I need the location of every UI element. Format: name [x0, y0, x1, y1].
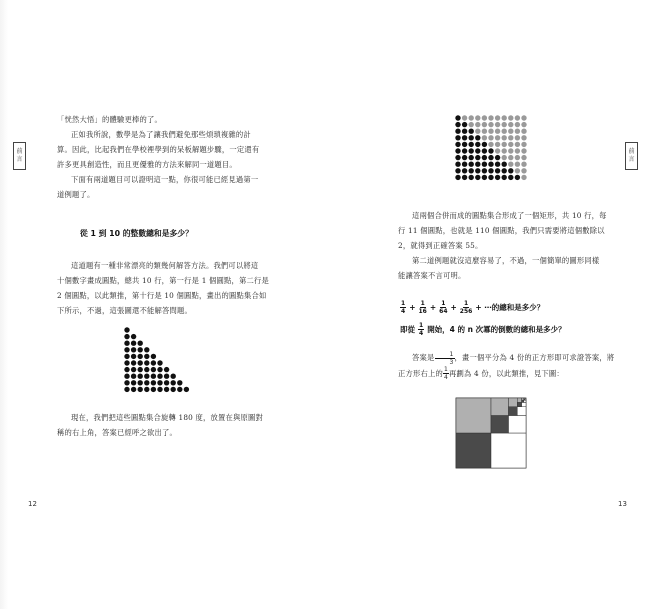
triangle-dot: [151, 354, 156, 359]
gray-dot: [488, 135, 493, 140]
black-dot: [455, 129, 460, 134]
triangle-dot-diagram: [124, 327, 204, 397]
gray-dot: [502, 155, 507, 160]
white-square: [525, 399, 526, 400]
nested-square-diagram: [456, 398, 528, 470]
restated-suffix: 開始，4 的 n 次冪的倒數的總和是多少？: [427, 325, 566, 334]
gray-dot: [475, 129, 480, 134]
black-dot: [455, 122, 460, 127]
triangle-dot: [151, 374, 156, 379]
gray-dot: [502, 129, 507, 134]
gray-dot: [508, 115, 513, 120]
triangle-dot: [131, 347, 136, 352]
triangle-dot: [171, 380, 176, 385]
gray-dot: [521, 168, 526, 173]
black-dot: [455, 115, 460, 120]
left-tab-char-1: 前: [16, 148, 23, 155]
left-line-5: 下面有兩道題目可以證明這一點，你很可能已經見過第一: [71, 175, 259, 184]
triangle-dot: [144, 360, 149, 365]
rectangle-dot-diagram: [455, 115, 535, 195]
gray-dot: [488, 122, 493, 127]
gray-dot: [495, 122, 500, 127]
gray-dot: [495, 115, 500, 120]
triangle-dot: [124, 380, 129, 385]
right-tab-char-1: 前: [628, 148, 635, 155]
black-dot: [475, 148, 480, 153]
gray-dot: [482, 129, 487, 134]
gray-dot: [508, 122, 513, 127]
left-rotate-line-2: 稱的右上角，答案已經呼之欲出了。: [57, 428, 177, 437]
gray-dot: [502, 122, 507, 127]
gray-dot: [515, 142, 520, 147]
gray-dot: [462, 115, 467, 120]
black-dot: [469, 155, 474, 160]
fraction-term-4: [460, 300, 473, 315]
gray-dot: [508, 148, 513, 153]
black-dot: [502, 168, 507, 173]
gray-dot: [521, 175, 526, 180]
black-dot: [488, 168, 493, 173]
answer-line-2-suffix: 再劃為 4 份，以此類推，見下圖：: [449, 368, 564, 378]
triangle-dot: [138, 380, 143, 385]
dark-square: [509, 407, 518, 416]
gray-dot: [475, 115, 480, 120]
triangle-dot: [124, 334, 129, 339]
gray-dot: [521, 115, 526, 120]
book-gutter-left: [0, 0, 8, 609]
black-dot: [488, 162, 493, 167]
dark-square: [456, 433, 491, 468]
gray-dot: [515, 148, 520, 153]
fraction-term-3: [439, 300, 447, 315]
black-dot: [475, 168, 480, 173]
gray-dot: [502, 148, 507, 153]
triangle-dot: [138, 367, 143, 372]
gray-dot: [502, 115, 507, 120]
black-dot: [482, 162, 487, 167]
answer-line-1-prefix: 答案是: [412, 353, 435, 362]
left-intro-text: [57, 112, 282, 202]
fraction-term-4-den: 256: [459, 308, 473, 315]
restated-fraction: [418, 322, 424, 337]
fraction-term-3-num: 1: [441, 300, 446, 307]
black-dot: [469, 162, 474, 167]
left-line-1: 「恍然大悟」的體驗更棒的了。: [57, 115, 162, 124]
triangle-dot: [177, 380, 182, 385]
answer-line-1: [398, 350, 628, 366]
answer-fraction-1-den: 3: [449, 358, 454, 366]
triangle-dot: [144, 374, 149, 379]
black-dot: [455, 135, 460, 140]
triangle-dot: [131, 360, 136, 365]
triangle-dot: [184, 387, 189, 392]
black-dot: [482, 155, 487, 160]
gray-dot: [482, 115, 487, 120]
left-heading: 從 1 到 10 的整數總和是多少？: [80, 229, 193, 238]
black-dot: [462, 135, 467, 140]
triangle-dot: [151, 360, 156, 365]
black-dot: [488, 155, 493, 160]
triangle-dot: [144, 367, 149, 372]
right-line-3: 2，就得到正確答案 55。: [398, 241, 483, 250]
black-dot: [488, 175, 493, 180]
black-dot: [482, 175, 487, 180]
gray-dot: [508, 129, 513, 134]
black-dot: [482, 142, 487, 147]
triangle-dot: [131, 387, 136, 392]
black-dot: [462, 129, 467, 134]
black-dot: [475, 142, 480, 147]
black-dot: [462, 148, 467, 153]
black-dot: [508, 175, 513, 180]
answer-fraction-1: [435, 351, 455, 366]
gray-dot: [515, 162, 520, 167]
black-dot: [462, 162, 467, 167]
triangle-dot: [138, 387, 143, 392]
gray-dot: [515, 155, 520, 160]
left-method-line-3: 2 個圓點，以此類推，第十行是 10 個圓點，畫出的圓點集合如: [57, 291, 267, 300]
triangle-dot: [164, 374, 169, 379]
triangle-dot: [124, 367, 129, 372]
gray-dot: [508, 135, 513, 140]
triangle-dot: [131, 354, 136, 359]
gray-dot: [475, 122, 480, 127]
left-rotate-text: [57, 410, 282, 440]
black-dot: [508, 168, 513, 173]
white-square: [509, 416, 527, 434]
gray-dot: [488, 115, 493, 120]
black-dot: [469, 142, 474, 147]
triangle-dot: [138, 360, 143, 365]
triangle-dot: [151, 387, 156, 392]
triangle-dot: [138, 354, 143, 359]
black-dot: [482, 148, 487, 153]
fraction-term-1-den: 4: [401, 308, 406, 315]
black-dot: [455, 148, 460, 153]
triangle-dot: [171, 374, 176, 379]
white-square: [522, 402, 526, 406]
triangle-dot: [124, 341, 129, 346]
gray-dot: [521, 148, 526, 153]
fraction-term-3-den: 64: [439, 308, 448, 315]
triangle-dot: [124, 354, 129, 359]
left-method-line-2: 十個數字畫成圓點，總共 10 行，第一行是 1 個圓點，第二行是: [57, 276, 270, 285]
black-dot: [495, 168, 500, 173]
black-dot: [495, 155, 500, 160]
black-dot: [475, 135, 480, 140]
gray-dot: [502, 142, 507, 147]
plus-sign-1: +: [409, 303, 416, 312]
triangle-dot: [164, 387, 169, 392]
restated-prefix: 即從: [400, 325, 415, 334]
white-square: [491, 433, 526, 468]
black-dot: [455, 175, 460, 180]
white-square: [524, 400, 526, 402]
gray-dot: [521, 155, 526, 160]
triangle-dot: [131, 341, 136, 346]
light-square: [522, 398, 524, 400]
left-side-tab: [13, 142, 26, 170]
series-restated: [400, 322, 566, 337]
triangle-dot: [157, 380, 162, 385]
black-dot: [488, 148, 493, 153]
fraction-term-2-num: 1: [420, 300, 425, 307]
white-square: [517, 407, 526, 416]
triangle-dot: [138, 341, 143, 346]
right-line-4: 第二道例題就沒這麼容易了，不過，一個簡單的圖形同樣: [412, 256, 600, 265]
dark-square: [517, 402, 521, 406]
black-dot: [475, 175, 480, 180]
black-dot: [469, 148, 474, 153]
triangle-dot: [157, 367, 162, 372]
black-dot: [462, 168, 467, 173]
black-dot: [455, 142, 460, 147]
black-dot: [469, 175, 474, 180]
triangle-dot: [138, 347, 143, 352]
black-dot: [469, 129, 474, 134]
left-tab-char-2: 言: [16, 156, 23, 163]
gray-dot: [502, 135, 507, 140]
plus-sign-3: +: [450, 303, 457, 312]
fraction-term-1-num: 1: [401, 300, 406, 307]
gray-dot: [508, 142, 513, 147]
triangle-dot: [171, 387, 176, 392]
restated-fraction-num: 1: [419, 322, 424, 329]
gray-dot: [521, 162, 526, 167]
triangle-dot: [131, 380, 136, 385]
left-rotate-line-1: 現在，我們把這些圓點集合旋轉 180 度，放置在與原圖對: [71, 413, 263, 422]
black-dot: [462, 142, 467, 147]
right-intro-text: [398, 208, 623, 283]
gray-dot: [515, 129, 520, 134]
gray-dot: [495, 129, 500, 134]
triangle-dot: [164, 367, 169, 372]
right-page-number: 13: [618, 500, 627, 508]
black-dot: [475, 162, 480, 167]
answer-fraction-2-den: 4: [443, 374, 449, 381]
answer-fraction-1-num: 1: [435, 351, 455, 359]
answer-text: [398, 350, 628, 381]
triangle-dot: [157, 387, 162, 392]
triangle-dot: [144, 380, 149, 385]
gray-dot: [515, 135, 520, 140]
black-dot: [455, 155, 460, 160]
gray-dot: [469, 122, 474, 127]
fraction-term-2-den: 16: [418, 308, 427, 315]
triangle-dot: [157, 374, 162, 379]
series-formula: [400, 300, 544, 315]
right-line-2: 行 11 個圓點，也就是 110 個圓點，我們只需要將這個數除以: [398, 226, 605, 235]
gray-dot: [521, 122, 526, 127]
answer-fraction-2-num: 1: [443, 366, 449, 373]
left-page-number: 12: [28, 500, 37, 508]
right-tab-char-2: 言: [628, 156, 635, 163]
left-method-text: [57, 258, 282, 318]
black-dot: [462, 155, 467, 160]
light-square: [509, 398, 518, 407]
gray-dot: [488, 142, 493, 147]
fraction-term-2: [418, 300, 426, 315]
left-method-line-1: 這道題有一種非常漂亮的類幾何解答方法。我們可以將這: [71, 261, 259, 270]
triangle-dot: [144, 387, 149, 392]
triangle-dot: [144, 354, 149, 359]
triangle-dot: [124, 347, 129, 352]
triangle-dot: [151, 380, 156, 385]
gray-dot: [521, 142, 526, 147]
black-dot: [495, 162, 500, 167]
right-side-tab: [625, 142, 638, 170]
series-suffix: + ⋯的總和是多少？: [475, 303, 545, 312]
black-dot: [475, 155, 480, 160]
black-dot: [462, 122, 467, 127]
triangle-dot: [124, 374, 129, 379]
black-dot: [502, 162, 507, 167]
black-dot: [455, 168, 460, 173]
black-dot: [502, 175, 507, 180]
left-line-2: 正如我所說，數學是為了讓我們避免那些煩瑣複雜的計: [71, 130, 251, 139]
dark-square: [491, 416, 509, 434]
gray-dot: [515, 115, 520, 120]
left-line-6: 道例題了。: [57, 190, 95, 199]
black-dot: [482, 168, 487, 173]
gray-dot: [508, 155, 513, 160]
gray-dot: [482, 122, 487, 127]
triangle-dot: [131, 334, 136, 339]
fraction-term-4-num: 1: [463, 300, 469, 307]
gray-dot: [521, 135, 526, 140]
gray-dot: [495, 148, 500, 153]
answer-line-2-prefix: 正方形右上的: [398, 368, 443, 378]
black-dot: [455, 162, 460, 167]
gray-dot: [495, 142, 500, 147]
triangle-dot: [131, 367, 136, 372]
left-line-3: 算。因此，比起我們在學校裡學到的呆板解題步驟，一定還有: [57, 145, 260, 154]
gray-dot: [515, 168, 520, 173]
triangle-dot: [124, 360, 129, 365]
gray-dot: [482, 135, 487, 140]
triangle-dot: [144, 347, 149, 352]
triangle-dot: [131, 374, 136, 379]
triangle-dot: [157, 360, 162, 365]
triangle-dot: [151, 367, 156, 372]
gray-dot: [521, 129, 526, 134]
answer-line-1-suffix: ，畫一個平分為 4 份的正方形即可求證答案，將: [454, 353, 615, 362]
light-square: [456, 398, 491, 433]
black-dot: [469, 135, 474, 140]
right-line-1: 這兩個合併而成的圓點集合形成了一個矩形，共 10 行，每: [412, 211, 607, 220]
right-line-5: 能讓答案不言可明。: [398, 271, 466, 280]
gray-dot: [495, 135, 500, 140]
black-dot: [495, 175, 500, 180]
gray-dot: [508, 162, 513, 167]
dark-square: [522, 400, 524, 402]
left-line-4: 許多更具創造性，而且更優雅的方法來解同一道題目。: [57, 160, 237, 169]
triangle-dot: [177, 387, 182, 392]
black-dot: [462, 175, 467, 180]
black-dot: [469, 168, 474, 173]
gray-dot: [469, 115, 474, 120]
plus-sign-2: +: [429, 303, 437, 312]
triangle-dot: [164, 380, 169, 385]
triangle-dot: [138, 374, 143, 379]
left-method-line-4: 下所示，不過，這張圖還不能解答問題。: [57, 306, 192, 315]
black-dot: [515, 175, 520, 180]
light-square: [491, 398, 509, 416]
gray-dot: [488, 129, 493, 134]
triangle-dot: [124, 387, 129, 392]
answer-line-2: [398, 366, 628, 382]
fraction-term-1: [400, 300, 406, 315]
triangle-dot: [124, 327, 129, 332]
restated-fraction-den: 4: [419, 330, 424, 337]
light-square: [517, 398, 521, 402]
gray-dot: [515, 122, 520, 127]
